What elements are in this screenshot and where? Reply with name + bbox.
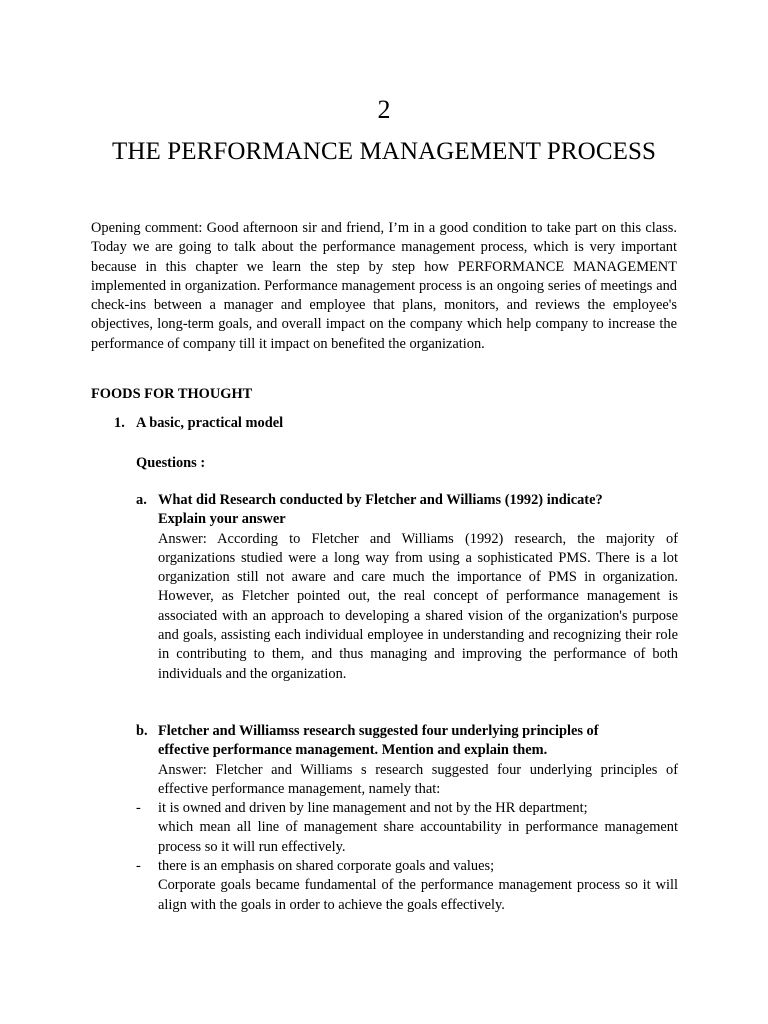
question-b-text — [158, 722, 678, 761]
principle-explanation: Corporate goals became fundamental of the performance management process so it will align with the goals in order to achieve the goals effectively. — [158, 877, 678, 913]
principle-text: there is an emphasis on shared corporate goals and values; — [158, 858, 495, 875]
questions-label: Questions : — [136, 455, 206, 471]
question-a-text — [158, 491, 678, 530]
question-b-block — [136, 722, 678, 915]
item-number: 1. — [114, 415, 125, 431]
question-letter: a. — [136, 492, 147, 508]
principle-text: it is owned and driven by line management and not by the HR department; — [158, 800, 588, 817]
answer-a-paragraph: Answer: According to Fletcher and Williams (1992) research, the majority of organizations studied were a long way from using a sophisticated PMS. There is a lot organization still not aware and care much the importance of PMS in organization. However, as Fletcher pointed out, the real concept of performance management is associated with an approach to developing a shared vision of the organization's purpose and goals, assisting each individual employee in understanding and recognizing their role in contributing to them, and thus managing and improving the performance of both individuals and the organization. — [158, 530, 678, 682]
opening-comment-paragraph: Opening comment: Good afternoon sir and friend, I’m in a good condition to take part on this class. Today we are going to talk about the performance management process, which is very important because in this chapter we learn the step by step how PERFORMANCE MANAGEMENT implemented in organization. Performance management process is an ongoing series of meetings and check-ins between a manager and employee that plans, monitors, and reviews the employee's objectives, long-term goals, and overall impact on the company which help company to increase the performance of company till it impact on benefited the organization. — [91, 220, 677, 352]
list-item — [136, 799, 678, 857]
question-a-block — [136, 491, 678, 684]
item-title: A basic, practical model — [136, 415, 284, 431]
bullet-dash: - — [136, 800, 141, 817]
bullet-dash: - — [136, 858, 141, 875]
numbered-item-1 — [114, 414, 283, 433]
section-heading: FOODS FOR THOUGHT — [91, 386, 253, 402]
question-letter: b. — [136, 723, 148, 739]
chapter-number: 2 — [377, 95, 391, 124]
answer-b-paragraph: Answer: Fletcher and Williams s research suggested four underlying principles of effective performance management, namely that: — [158, 761, 678, 797]
principle-explanation: which mean all line of management share accountability in performance management process so it will run effectively. — [158, 819, 678, 855]
chapter-title: THE PERFORMANCE MANAGEMENT PROCESS — [112, 138, 656, 165]
question-line: effective performance management. Mention and explain them. — [158, 742, 548, 759]
question-line: What did Research conducted by Fletcher and Williams (1992) indicate? — [158, 492, 603, 508]
list-item — [136, 857, 678, 915]
question-line: Explain your answer — [158, 511, 286, 528]
question-line: Fletcher and Williamss research suggested four underlying principles of — [158, 723, 599, 739]
principles-list — [136, 799, 678, 915]
